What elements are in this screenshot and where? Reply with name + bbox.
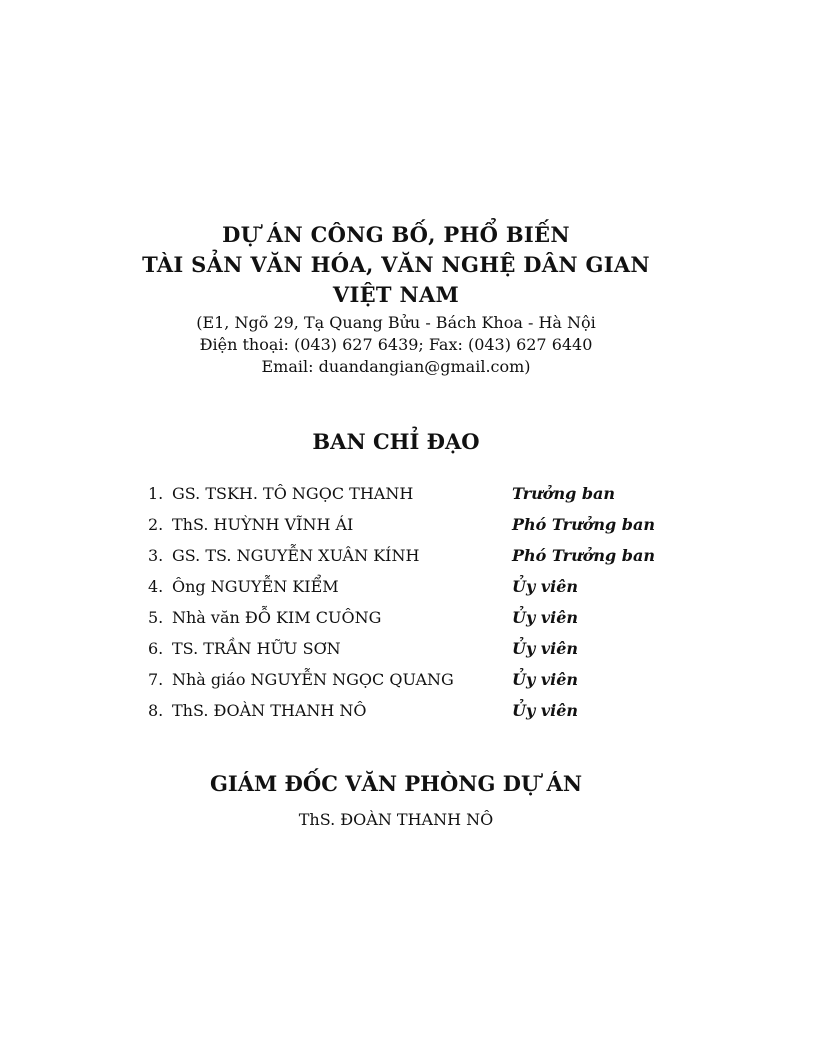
member-role: Ủy viên (512, 701, 579, 720)
project-title-line-3: VIỆT NAM (332, 282, 460, 307)
project-title-line-2: TÀI SẢN VĂN HÓA, VĂN NGHỆ DÂN GIAN (142, 252, 650, 277)
member-number: 1. (148, 484, 164, 503)
project-address (0, 312, 792, 378)
member-number: 8. (148, 701, 164, 720)
committee-member-row (148, 602, 708, 633)
member-name: GS. TSKH. TÔ NGỌC THANH (172, 484, 414, 503)
project-title-line-1: DỰ ÁN CÔNG BỐ, PHỔ BIẾN (222, 222, 570, 247)
member-name: Nhà giáo NGUYỄN NGỌC QUANG (172, 670, 454, 689)
steering-committee-heading: BAN CHỈ ĐẠO (312, 429, 480, 454)
member-role: Ủy viên (512, 670, 579, 689)
project-director-heading: GIÁM ĐỐC VĂN PHÒNG DỰ ÁN (209, 771, 583, 796)
steering-committee-list (148, 478, 708, 726)
member-number: 3. (148, 546, 164, 565)
project-director-name: ThS. ĐOÀN THANH NÔ (298, 810, 494, 829)
member-name: Ông NGUYỄN KIỂM (172, 577, 339, 596)
member-name: GS. TS. NGUYỄN XUÂN KÍNH (172, 546, 420, 565)
member-number: 2. (148, 515, 164, 534)
committee-member-row (148, 509, 708, 540)
member-role: Ủy viên (512, 577, 579, 596)
committee-member-row (148, 540, 708, 571)
member-role: Phó Trưởng ban (512, 546, 655, 565)
member-role: Phó Trưởng ban (512, 515, 655, 534)
committee-member-row (148, 571, 708, 602)
address-line-3: Email: duandangian@gmail.com) (261, 357, 531, 376)
member-role: Trưởng ban (512, 484, 616, 503)
member-number: 7. (148, 670, 164, 689)
member-name: TS. TRẦN HỮU SƠN (172, 639, 341, 658)
member-role: Ủy viên (512, 639, 579, 658)
member-number: 4. (148, 577, 164, 596)
member-role: Ủy viên (512, 608, 579, 627)
committee-member-row (148, 695, 708, 726)
committee-member-row (148, 478, 708, 509)
project-title (0, 220, 792, 310)
committee-member-row (148, 664, 708, 695)
committee-member-row (148, 633, 708, 664)
member-name: Nhà văn ĐỖ KIM CUÔNG (172, 608, 382, 627)
address-line-1: (E1, Ngõ 29, Tạ Quang Bửu - Bách Khoa - Hà Nội (196, 313, 596, 332)
address-line-2: Điện thoại: (043) 627 6439; Fax: (043) 627 6440 (199, 335, 593, 354)
member-name: ThS. ĐOÀN THANH NÔ (172, 701, 367, 720)
member-number: 6. (148, 639, 164, 658)
member-number: 5. (148, 608, 164, 627)
member-name: ThS. HUỲNH VĨNH ÁI (172, 515, 354, 534)
